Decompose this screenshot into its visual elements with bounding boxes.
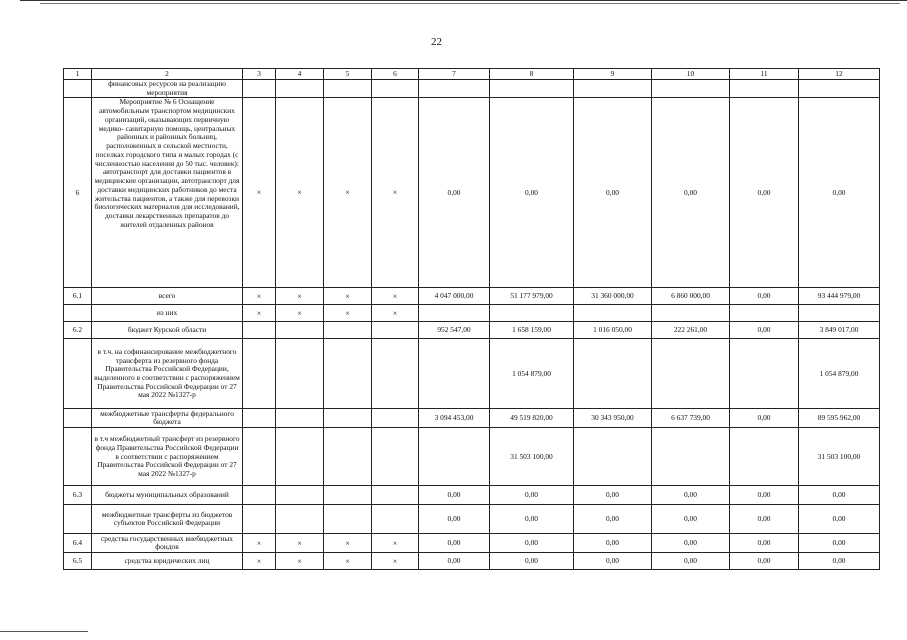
value-cell: 0,00: [490, 534, 574, 553]
row-description: средства юридических лиц: [92, 553, 243, 570]
value-cell: 0,00: [799, 486, 880, 505]
cross-mark: ×: [243, 553, 276, 570]
value-cell: 0,00: [730, 98, 799, 288]
value-cell: 0,00: [652, 534, 730, 553]
cross-mark: ×: [276, 553, 324, 570]
value-cell: 1 054 879,00: [799, 339, 880, 409]
header-cell: 8: [490, 69, 574, 80]
row-description: из них: [92, 305, 243, 322]
header-cell: 9: [574, 69, 652, 80]
value-cell: 0,00: [574, 553, 652, 570]
cross-mark: ×: [243, 288, 276, 305]
row-description: Мероприятие № 6 Оснащение автомобильным транспортом медицинских организаций, оказывающих первичную медико- санитарную помощь, центральных районных и районных больниц, расположенных в сельской местности, поселках городского типа и малых городах (с численностью населения до 50 тыс. человек): автотранспорт для доставки пациентов в медицинские организации, автотранспорт для доставки медицинских работников до места жительства пациентов, а также для перевозки биологических материалов для исследований, доставки лекарственных препаратов до жителей отдаленных районов: [92, 98, 243, 288]
row-code: 6.5: [64, 553, 92, 570]
value-cell: 0,00: [730, 534, 799, 553]
row-description: бюджет Курской области: [92, 322, 243, 339]
table-row-6-2: [64, 322, 880, 339]
header-cell: 1: [64, 69, 92, 80]
value-cell: 1 016 050,00: [574, 322, 652, 339]
value-cell: 31 360 000,00: [574, 288, 652, 305]
value-cell: 30 343 950,00: [574, 409, 652, 428]
row-description: средства государственных внебюджетных фондов: [92, 534, 243, 553]
row-code-cell: [64, 80, 92, 98]
row-code: 6.3: [64, 486, 92, 505]
value-cell: 0,00: [574, 486, 652, 505]
value-cell: 0,00: [730, 505, 799, 534]
header-cell: 4: [276, 69, 324, 80]
table-row-6-2-cofinancing: [64, 339, 880, 409]
value-cell: 6 860 000,00: [652, 288, 730, 305]
cross-mark: ×: [276, 288, 324, 305]
cross-mark: ×: [372, 98, 419, 288]
value-cell: 0,00: [490, 505, 574, 534]
value-cell: 0,00: [730, 288, 799, 305]
value-cell: 0,00: [419, 505, 490, 534]
table-row-6-2-reserve-fund: [64, 428, 880, 486]
cross-mark: ×: [243, 98, 276, 288]
value-cell: 0,00: [419, 98, 490, 288]
row-description: межбюджетные трансферты из бюджетов субъектов Российской Федерации: [92, 505, 243, 534]
value-cell: 0,00: [419, 534, 490, 553]
value-cell: 6 637 739,00: [652, 409, 730, 428]
value-cell: 31 503 100,00: [799, 428, 880, 486]
table-row-6-3: [64, 486, 880, 505]
value-cell: 0,00: [490, 98, 574, 288]
row-description: межбюджетные трансферты федерального бюджета: [92, 409, 243, 428]
value-cell: 93 444 979,00: [799, 288, 880, 305]
row-description: всего: [92, 288, 243, 305]
table-row-6-1: [64, 288, 880, 305]
cross-mark: ×: [243, 305, 276, 322]
table-row-continuation: [64, 80, 880, 98]
cross-mark: ×: [372, 305, 419, 322]
value-cell: 0,00: [799, 534, 880, 553]
value-cell: 51 177 979,00: [490, 288, 574, 305]
cross-mark: ×: [324, 553, 372, 570]
financing-table: [63, 68, 880, 570]
value-cell: 0,00: [490, 486, 574, 505]
value-cell: 0,00: [574, 98, 652, 288]
row-code: 6: [64, 98, 92, 288]
value-cell: 0,00: [730, 553, 799, 570]
value-cell: 0,00: [574, 534, 652, 553]
table-row-measure-6: [64, 98, 880, 288]
value-cell: 3 094 453,00: [419, 409, 490, 428]
table-row-6-1-of-which: [64, 305, 880, 322]
value-cell: 0,00: [652, 553, 730, 570]
scan-edge-top: [20, 0, 907, 1]
value-cell: 1 054 879,00: [490, 339, 574, 409]
row-description: в т.ч межбюджетный трансферт из резервного фонда Правительства Российской Федерации в соответствии с распоряжением Правительства Российской Федерации от 27 мая 2022 №1327-р: [92, 428, 243, 486]
value-cell: 0,00: [730, 409, 799, 428]
header-cell: 2: [92, 69, 243, 80]
cross-mark: ×: [276, 534, 324, 553]
cross-mark: ×: [324, 288, 372, 305]
row-description: финансовых ресурсов на реализацию мероприятия: [92, 80, 243, 98]
cross-mark: ×: [324, 305, 372, 322]
row-description: бюджеты муниципальных образований: [92, 486, 243, 505]
value-cell: 0,00: [799, 98, 880, 288]
row-description: в т.ч. на софинансирование межбюджетного трансферта из резервного фонда Правительства Российской Федерации, выделенного в соответствии с распоряжением Правительства Российской Федерации от 27 мая 2022 №1327-р: [92, 339, 243, 409]
value-cell: 0,00: [419, 486, 490, 505]
cross-mark: ×: [324, 534, 372, 553]
value-cell: 952 547,00: [419, 322, 490, 339]
header-cell: 10: [652, 69, 730, 80]
header-cell: 12: [799, 69, 880, 80]
header-cell: 5: [324, 69, 372, 80]
cross-mark: ×: [276, 305, 324, 322]
value-cell: 0,00: [730, 486, 799, 505]
value-cell: 0,00: [652, 486, 730, 505]
value-cell: 3 849 017,00: [799, 322, 880, 339]
table-row-6-4: [64, 534, 880, 553]
row-code: 6.1: [64, 288, 92, 305]
value-cell: 222 261,00: [652, 322, 730, 339]
value-cell: 89 595 962,00: [799, 409, 880, 428]
scan-edge-top-inner: [40, 3, 900, 4]
row-code: 6.2: [64, 322, 92, 339]
value-cell: 0,00: [730, 322, 799, 339]
value-cell: 0,00: [652, 98, 730, 288]
page-number: 22: [431, 36, 442, 48]
value-cell: 0,00: [652, 505, 730, 534]
value-cell: 0,00: [574, 505, 652, 534]
header-cell: 6: [372, 69, 419, 80]
value-cell: 0,00: [799, 505, 880, 534]
header-row: [64, 69, 880, 80]
scan-edge-bottom: [0, 631, 88, 632]
cross-mark: ×: [372, 534, 419, 553]
value-cell: 31 503 100,00: [490, 428, 574, 486]
cross-mark: ×: [243, 534, 276, 553]
value-cell: 0,00: [419, 553, 490, 570]
table-row-6-3-transfers: [64, 505, 880, 534]
value-cell: 0,00: [490, 553, 574, 570]
header-cell: 7: [419, 69, 490, 80]
cross-mark: ×: [276, 98, 324, 288]
cross-mark: ×: [324, 98, 372, 288]
header-cell: 11: [730, 69, 799, 80]
value-cell: 1 658 159,00: [490, 322, 574, 339]
table-row-6-5: [64, 553, 880, 570]
header-cell: 3: [243, 69, 276, 80]
value-cell: 4 047 000,00: [419, 288, 490, 305]
row-code: 6.4: [64, 534, 92, 553]
value-cell: 49 519 820,00: [490, 409, 574, 428]
table-row-6-2-federal-transfers: [64, 409, 880, 428]
cross-mark: ×: [372, 288, 419, 305]
value-cell: 0,00: [799, 553, 880, 570]
cross-mark: ×: [372, 553, 419, 570]
